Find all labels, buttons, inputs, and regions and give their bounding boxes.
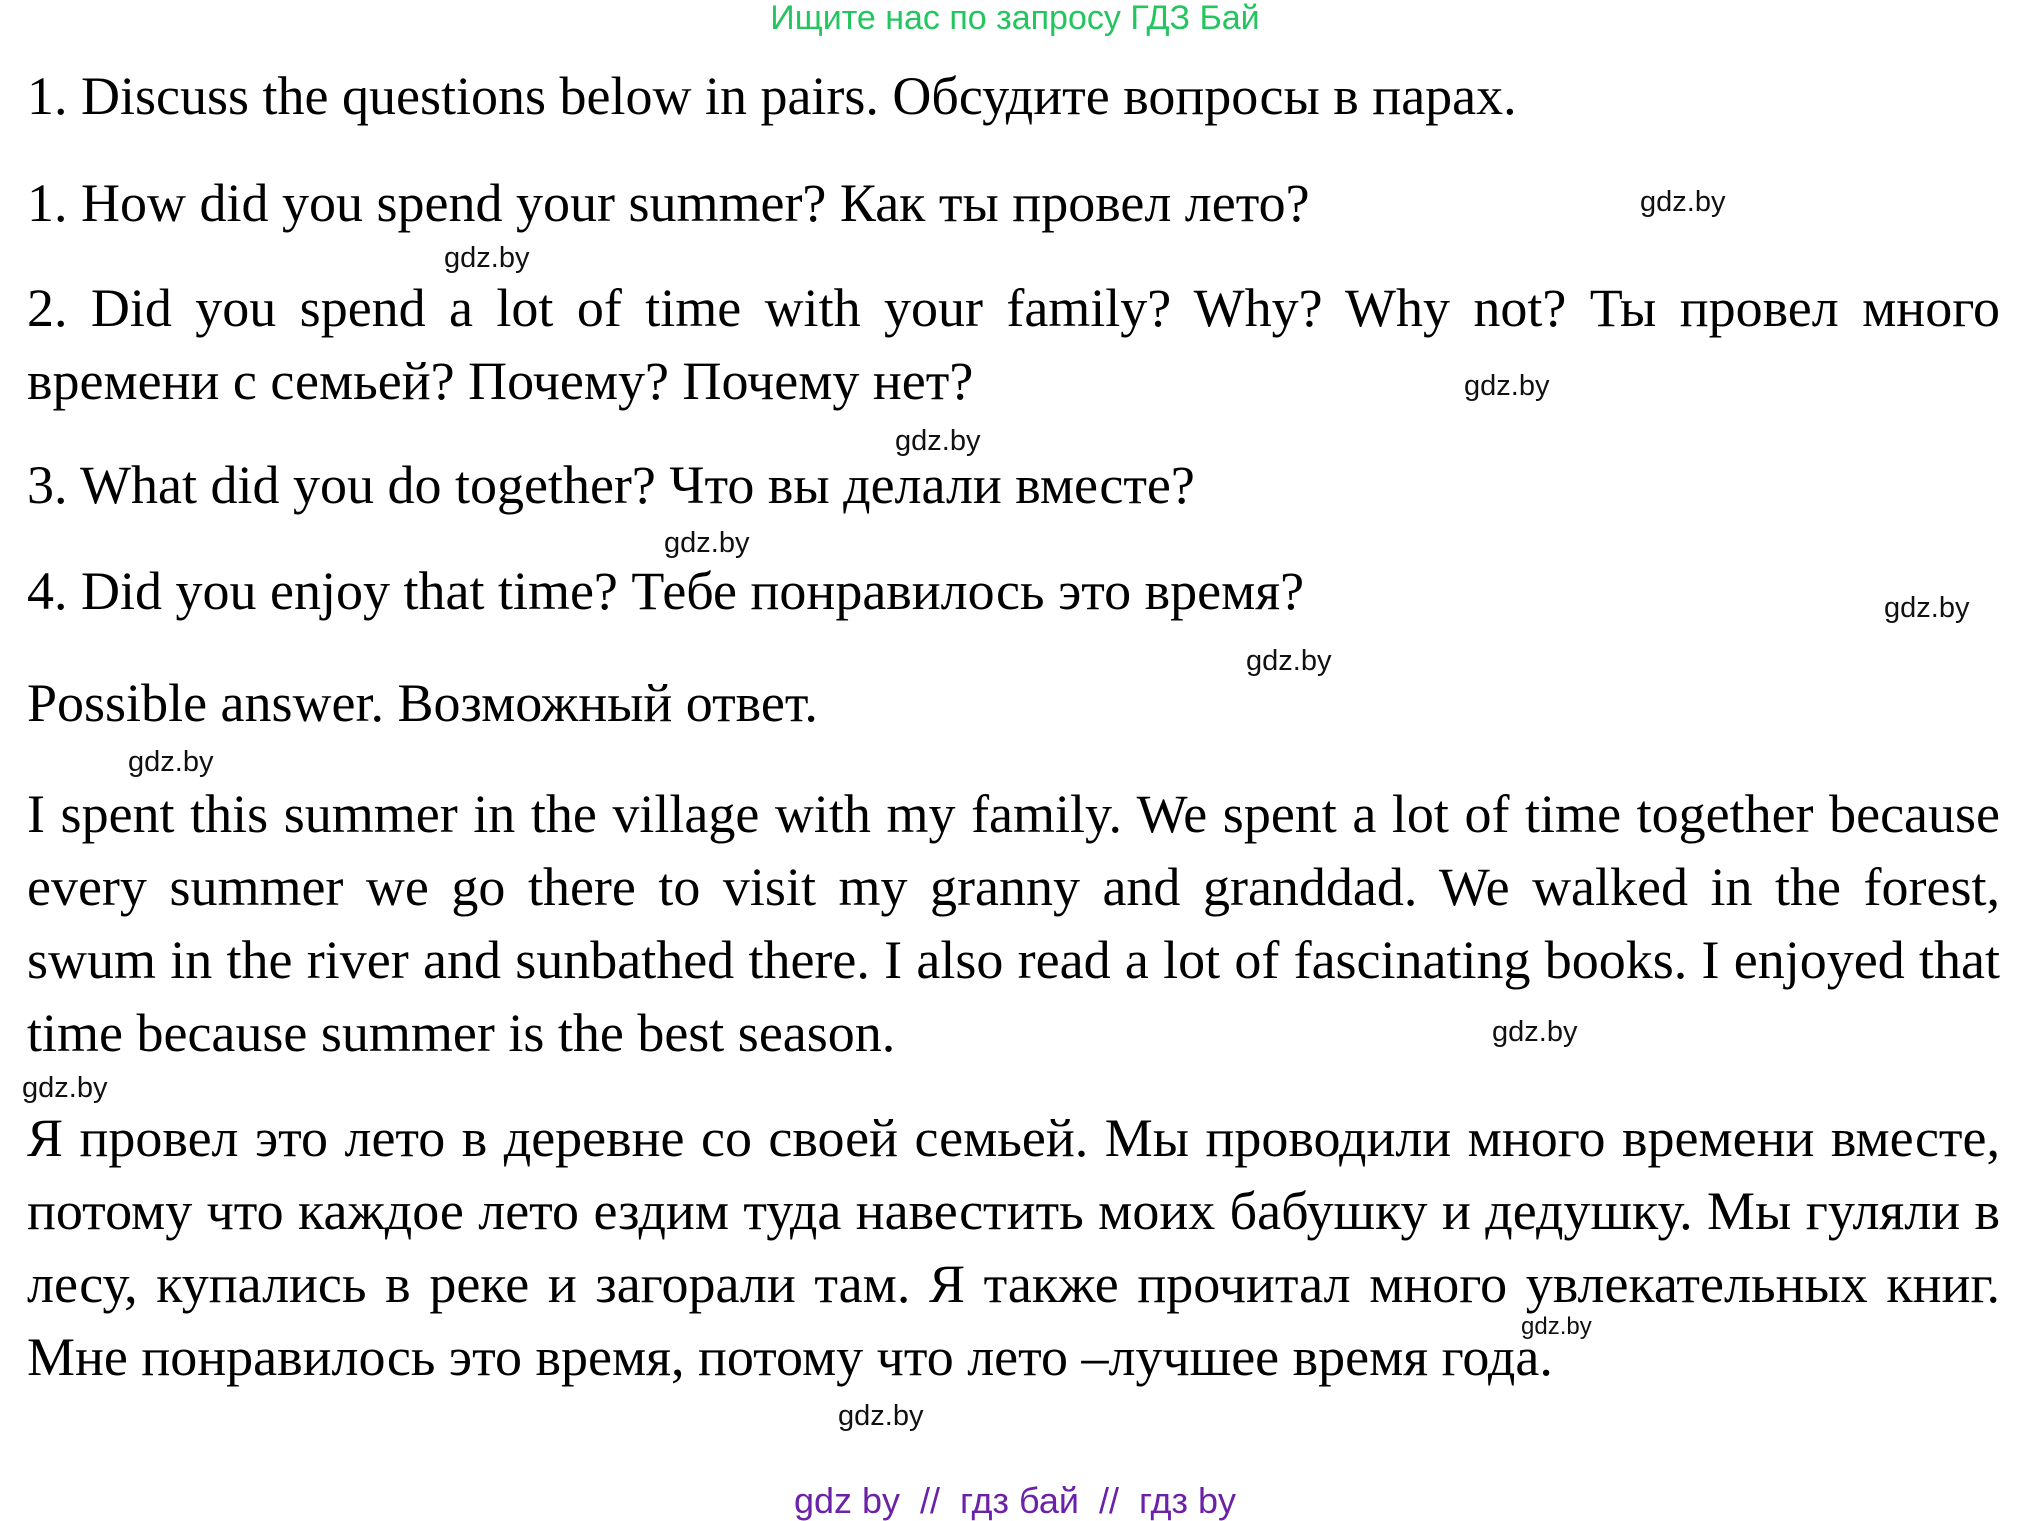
watermark: gdz.by [1521, 1313, 1592, 1340]
watermark: gdz.by [838, 1400, 924, 1432]
watermark: gdz.by [22, 1072, 108, 1104]
answer-russian: Я провел это лето в деревне со своей семьей. Мы проводили много времени вместе, потому что каждое лето ездим туда навестить моих бабушку и дедушку. Мы гуляли в лесу, купались в реке и загорали там. Я также прочитал много увлекательных книг. Мне понравилось это время, потому что лето –лучшее время года. [27, 1108, 2000, 1387]
answer-english: I spent this summer in the village with my family. We spent a lot of time together because every summer we go there to visit my granny and granddad. We walked in the forest, swum in the river and sunbathed there. I also read a lot of fascinating books. I enjoyed that time because summer is the best season. [27, 784, 2000, 1063]
answer-label: Possible answer. Возможный ответ. [27, 673, 818, 733]
question-3: 3. What did you do together? Что вы делали вместе? [27, 455, 1195, 515]
watermark: gdz.by [1464, 370, 1550, 402]
watermark: gdz.by [128, 746, 214, 778]
question-1: 1. How did you spend your summer? Как ты провел лето? [27, 173, 1310, 233]
watermark: gdz.by [1492, 1016, 1578, 1048]
question-2: 2. Did you spend a lot of time with your family? Why? Why not? Ты провел много времени с семьей? Почему? Почему нет? [27, 278, 2000, 411]
question-4: 4. Did you enjoy that time? Тебе понравилось это время? [27, 561, 1305, 621]
watermark: gdz.by [895, 425, 981, 457]
footer-links: gdz by // гдз бай // гдз by [793, 1480, 1237, 1521]
watermark: gdz.by [1640, 186, 1726, 218]
watermark: gdz.by [664, 527, 750, 559]
promo-header: Ищите нас по запросу ГДЗ Бай [770, 0, 1260, 37]
exercise-title: 1. Discuss the questions below in pairs. Обсудите вопросы в парах. [27, 66, 1517, 126]
watermark: gdz.by [1884, 592, 1970, 624]
watermark: gdz.by [1246, 645, 1332, 677]
watermark: gdz.by [444, 242, 530, 274]
